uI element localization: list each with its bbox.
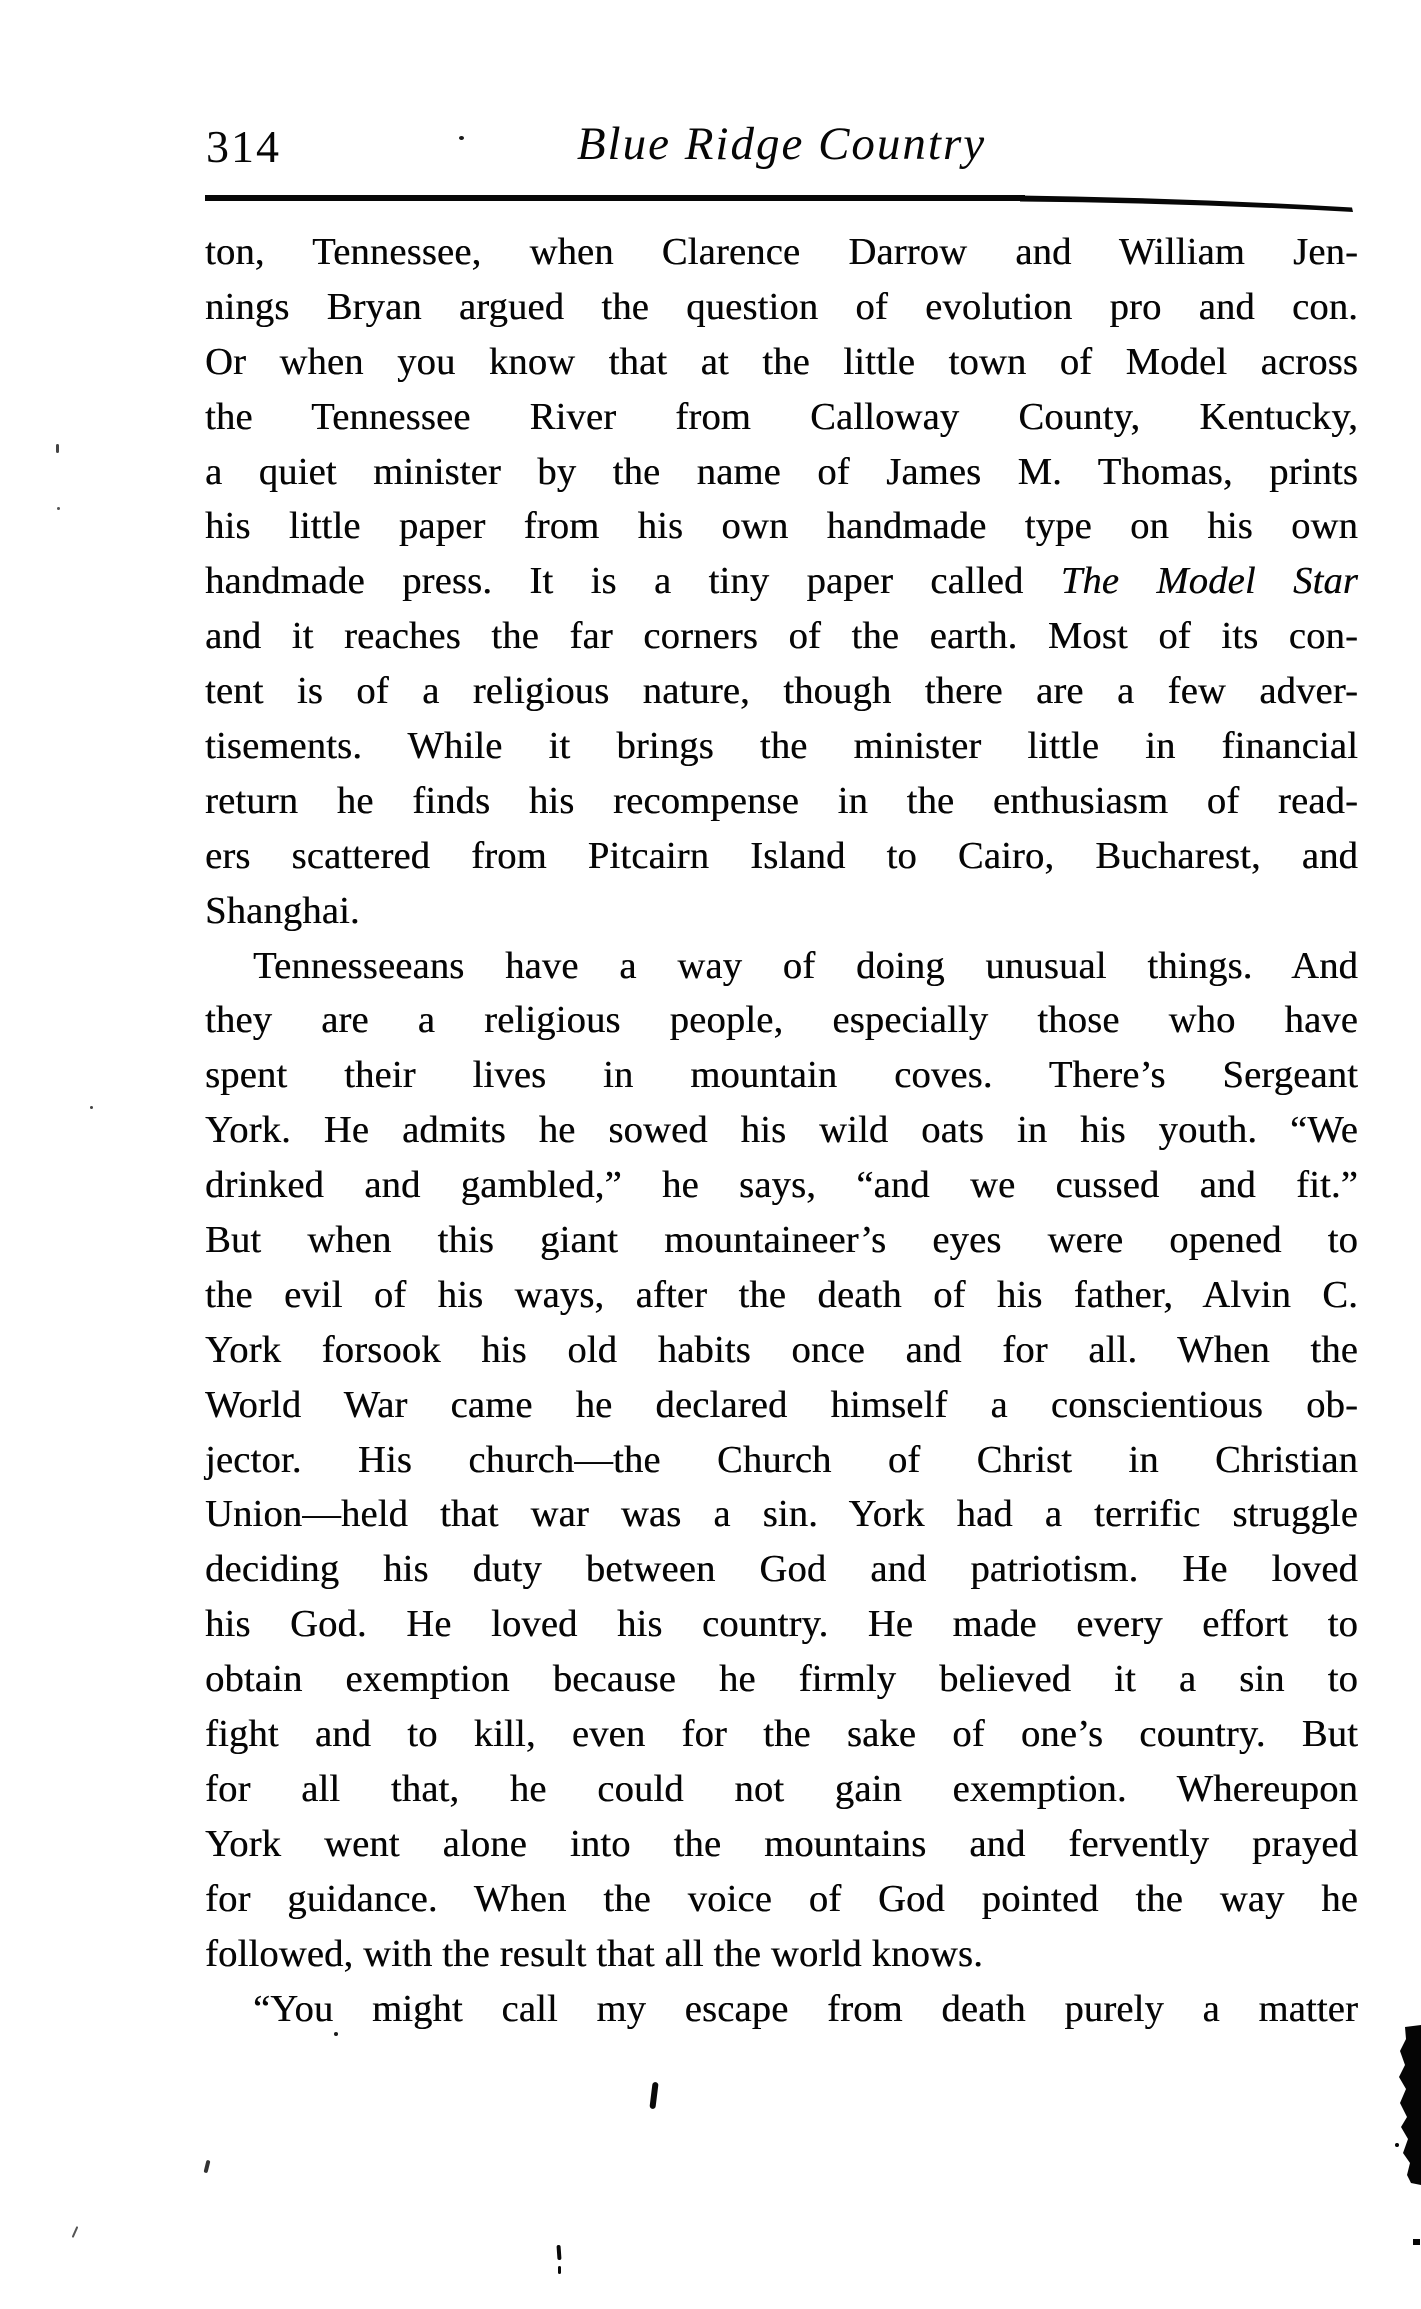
header-rule — [0, 0, 1421, 230]
text-line — [205, 1597, 1358, 1652]
text-run: But when this giant mountaineer’s eyes were opened to — [205, 1219, 1358, 1262]
body-text — [205, 225, 1358, 2036]
text-line — [205, 225, 1358, 280]
text-run: and it reaches the far corners of the earth. Most of its con- — [205, 615, 1358, 658]
text-run: nings Bryan argued the question of evolution pro and con. — [205, 285, 1358, 328]
text-run: York forsook his old habits once and for all. When the — [205, 1328, 1358, 1371]
text-line — [205, 884, 1358, 939]
text-run: obtain exemption because he firmly believed it a sin to — [205, 1658, 1358, 1701]
ink-speck — [459, 136, 464, 140]
text-line — [205, 664, 1358, 719]
text-run: the Tennessee River from Calloway County, Kentucky, — [205, 395, 1358, 438]
text-run: return he finds his recompense in the enthusiasm of read- — [205, 779, 1358, 822]
text-line — [205, 1762, 1358, 1817]
text-line — [205, 1542, 1358, 1597]
ink-speck — [56, 444, 59, 453]
ink-speck — [72, 2226, 79, 2238]
text-run: spent their lives in mountain coves. There’s Sergeant — [205, 1054, 1358, 1097]
text-line — [205, 1487, 1358, 1542]
text-line — [205, 1213, 1358, 1268]
text-line — [205, 335, 1358, 390]
text-run: his little paper from his own handmade type on his own — [205, 505, 1358, 548]
text-run: drinked and gambled,” he says, “and we cussed and fit.” — [205, 1164, 1358, 1207]
ink-speck — [57, 507, 60, 510]
text-line — [205, 1982, 1358, 2037]
text-line — [205, 1872, 1358, 1927]
text-run: tisements. While it brings the minister little in financial — [205, 725, 1358, 768]
text-line — [205, 1323, 1358, 1378]
text-line — [205, 1158, 1358, 1213]
text-run: World War came he declared himself a conscientious ob- — [205, 1383, 1358, 1426]
text-line — [205, 1048, 1358, 1103]
text-run: Union—held that war was a sin. York had a terrific struggle — [205, 1493, 1358, 1536]
text-line — [205, 445, 1358, 500]
text-run: for all that, he could not gain exemption. Whereupon — [205, 1767, 1358, 1810]
text-line — [205, 1103, 1358, 1158]
text-line — [205, 1652, 1358, 1707]
ink-speck — [334, 2032, 338, 2036]
text-run: fight and to kill, even for the sake of one’s country. But — [205, 1713, 1358, 1756]
text-run: ers scattered from Pitcairn Island to Cairo, Bucharest, and — [205, 834, 1358, 877]
text-line — [205, 1927, 1358, 1982]
text-run: “You might call my escape from death purely a matter — [253, 1987, 1358, 2030]
ink-speck — [649, 2082, 658, 2110]
ink-speck — [203, 2160, 210, 2174]
text-run: his God. He loved his country. He made every effort to — [205, 1603, 1358, 1646]
text-run: York. He admits he sowed his wild oats in his youth. “We — [205, 1109, 1358, 1152]
text-run: the evil of his ways, after the death of his father, Alvin C. — [205, 1273, 1358, 1316]
ink-blob — [1391, 2025, 1421, 2265]
text-line — [205, 1378, 1358, 1433]
text-run: tent is of a religious nature, though there are a few adver- — [205, 670, 1358, 713]
running-title: Blue Ridge Country — [576, 118, 987, 170]
italic-run: The Model Star — [1060, 560, 1358, 603]
text-run: for guidance. When the voice of God pointed the way he — [205, 1877, 1358, 1920]
text-line — [205, 829, 1358, 884]
text-run: ton, Tennessee, when Clarence Darrow and William Jen- — [205, 231, 1358, 273]
text-line — [205, 1817, 1358, 1872]
text-run: followed, with the result that all the world knows. — [205, 1932, 983, 1975]
text-line — [205, 390, 1358, 445]
text-run: they are a religious people, especially those who have — [205, 999, 1358, 1042]
text-run: deciding his duty between God and patriotism. He loved — [205, 1548, 1358, 1591]
text-line — [205, 1433, 1358, 1488]
text-line — [205, 280, 1358, 335]
ink-speck — [558, 2266, 561, 2274]
text-line — [205, 609, 1358, 664]
text-line — [205, 1268, 1358, 1323]
text-run: Tennesseeans have a way of doing unusual things. And — [253, 944, 1358, 987]
text-run: a quiet minister by the name of James M. Thomas, prints — [205, 450, 1358, 493]
text-line — [205, 939, 1358, 994]
text-line — [205, 993, 1358, 1048]
ink-speck — [556, 2245, 561, 2260]
text-line — [205, 719, 1358, 774]
text-run: handmade press. It is a tiny paper called — [205, 560, 1061, 603]
text-line — [205, 774, 1358, 829]
text-line — [205, 1707, 1358, 1762]
text-run: jector. His church—the Church of Christ in Christian — [205, 1438, 1358, 1481]
text-run: Shanghai. — [205, 889, 360, 932]
page-number: 314 — [206, 121, 281, 172]
text-line — [205, 554, 1358, 609]
ink-speck — [90, 1106, 93, 1109]
text-run: York went alone into the mountains and fervently prayed — [205, 1822, 1358, 1865]
text-run: Or when you know that at the little town of Model across — [205, 340, 1358, 383]
text-line — [205, 499, 1358, 554]
